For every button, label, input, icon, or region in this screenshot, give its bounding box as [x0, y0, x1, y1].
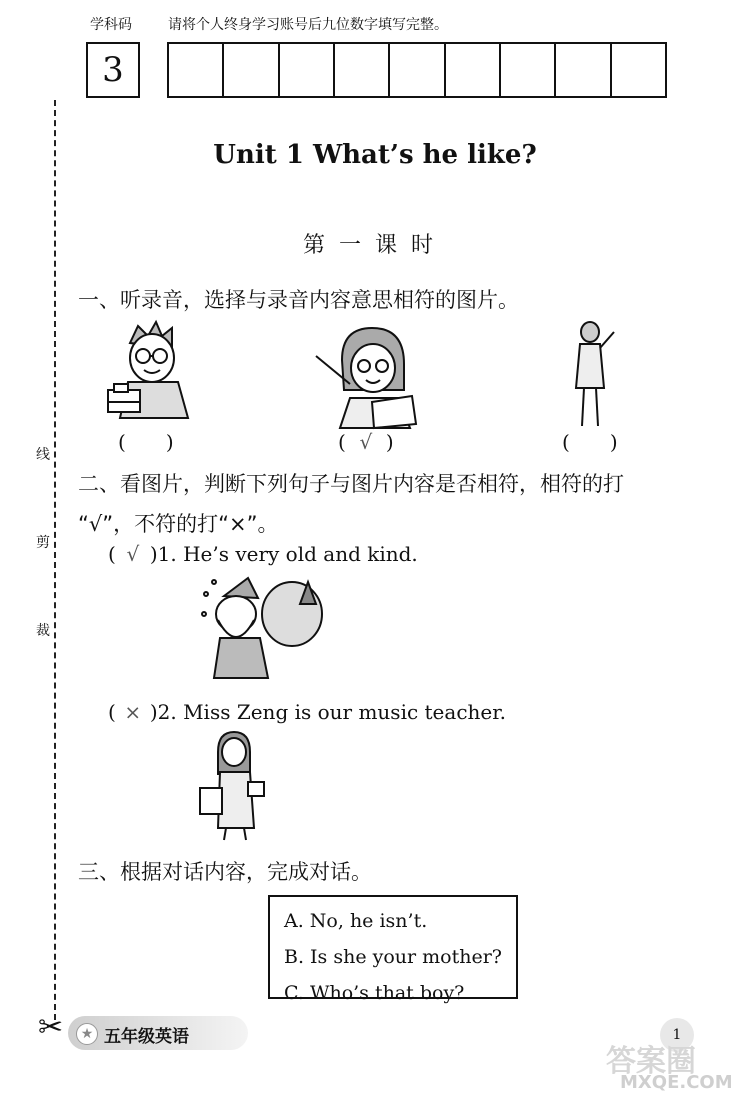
digit-box[interactable]: [390, 44, 445, 96]
unit-title: Unit 1 What’s he like?: [213, 140, 537, 170]
margin-char-cut: 剪: [36, 528, 50, 556]
digit-box[interactable]: [501, 44, 556, 96]
watermark-bottom: MXQE.COM: [620, 1072, 733, 1093]
account-instruction: 请将个人终身学习账号后九位数字填写完整。: [168, 17, 448, 33]
santa-illustration: [196, 574, 330, 686]
digit-box[interactable]: [224, 44, 279, 96]
choice-c: C. Who’s that boy?: [284, 982, 465, 1004]
margin-char-trim: 裁: [36, 616, 50, 644]
choice-a: A. No, he isn’t.: [284, 910, 428, 932]
judge-item-1: ( √ )1. He’s very old and kind.: [108, 542, 418, 566]
dialogue-choices-box: [268, 895, 518, 1004]
boy-illustration: [100, 318, 210, 430]
section2-heading-line1: 二、看图片，判断下列句子与图片内容是否相符，相符的打: [78, 472, 624, 496]
margin-char-line: 线: [36, 440, 50, 468]
miss-zeng-illustration: [196, 728, 266, 842]
digit-box[interactable]: [169, 44, 224, 96]
digit-box[interactable]: [612, 44, 665, 96]
answer-paren-2[interactable]: ( √ ): [338, 430, 394, 454]
scissors-icon: ✂: [38, 1010, 64, 1045]
digit-box[interactable]: [556, 44, 611, 96]
section3-heading: 三、根据对话内容，完成对话。: [78, 860, 372, 884]
lesson-subtitle: 第一课时: [302, 233, 447, 258]
account-digit-boxes: [167, 42, 667, 98]
answer-paren-3[interactable]: ( ): [562, 430, 618, 454]
judge-item-2: ( × )2. Miss Zeng is our music teacher.: [108, 700, 506, 724]
subject-code: 3: [102, 50, 124, 90]
section2-heading-line2: “√”，不符的打“×”。: [78, 512, 279, 536]
digit-box[interactable]: [446, 44, 501, 96]
book-name: 五年级英语: [104, 1027, 189, 1047]
digit-box[interactable]: [280, 44, 335, 96]
star-icon: ★: [76, 1023, 98, 1045]
woman-illustration: [560, 318, 630, 430]
judge-mark-2[interactable]: ×: [124, 700, 142, 724]
subject-code-box: [86, 42, 140, 98]
judge-mark-1[interactable]: √: [126, 542, 140, 566]
teacher-illustration: [312, 320, 424, 430]
answer-paren-1[interactable]: ( ): [118, 430, 174, 454]
choice-b: B. Is she your mother?: [284, 946, 502, 968]
subject-code-label: 学科码: [90, 17, 132, 33]
page-number: 1: [660, 1018, 694, 1052]
section1-heading: 一、听录音，选择与录音内容意思相符的图片。: [78, 288, 519, 312]
watermark-top: 答案圈: [606, 1044, 696, 1079]
digit-box[interactable]: [335, 44, 390, 96]
